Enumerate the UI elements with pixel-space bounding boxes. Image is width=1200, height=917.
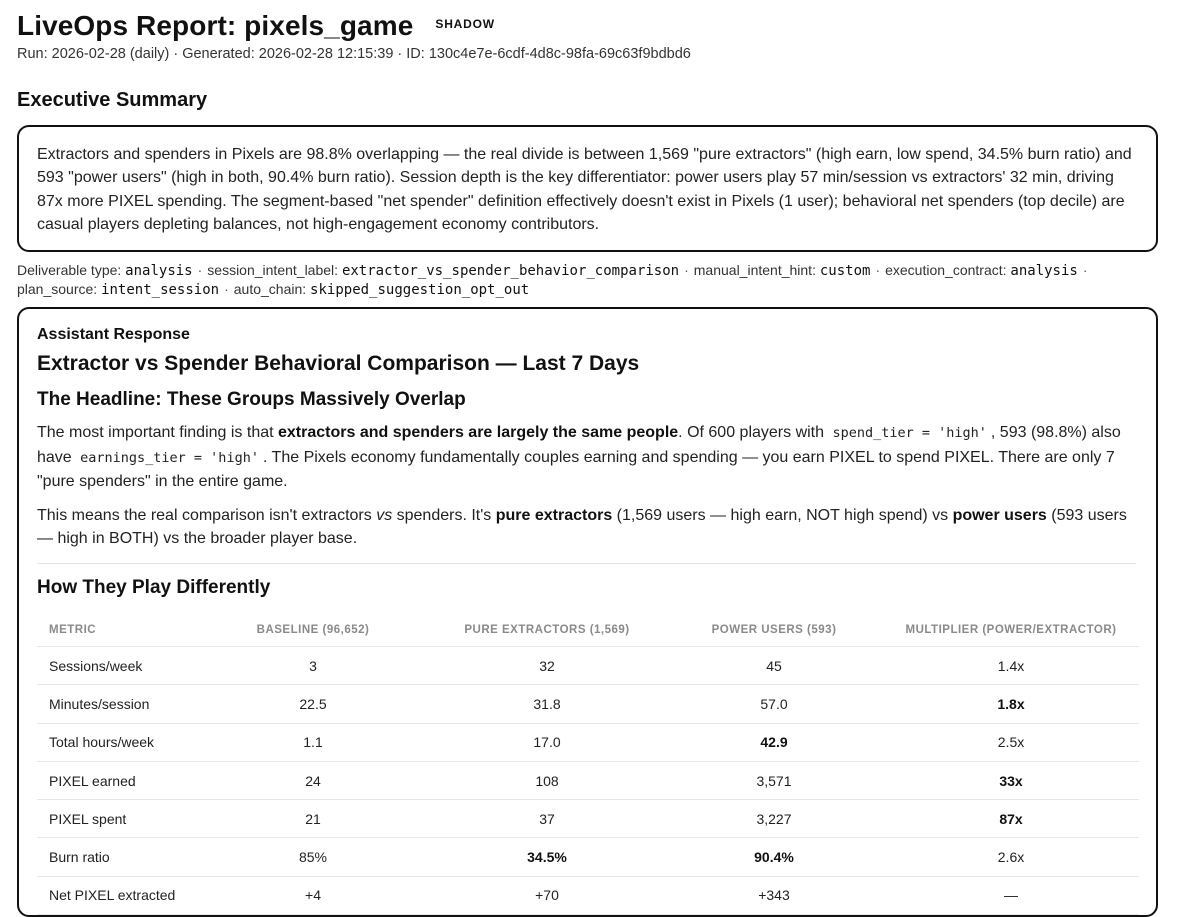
meta-separator: ·: [875, 262, 881, 278]
report-header: [17, 10, 1183, 62]
table-cell: 24: [197, 761, 429, 799]
column-header: BASELINE (96,652): [197, 615, 429, 647]
p1-bold-finding: extractors and spenders are largely the same people: [278, 424, 679, 441]
response-title: Extractor vs Spender Behavioral Comparison — Last 7 Days: [37, 352, 640, 375]
shadow-badge: SHADOW: [435, 17, 495, 31]
metrics-table: [37, 615, 1139, 916]
report-meta: [17, 46, 1183, 62]
metric-name-cell: Net PIXEL extracted: [37, 876, 197, 914]
column-header: POWER USERS (593): [665, 615, 883, 647]
intent-label: session_intent_label:: [207, 262, 339, 278]
table-row: [37, 647, 1139, 685]
comparison-paragraph: [37, 504, 1138, 551]
p1-text-a: The most important finding is that: [37, 424, 278, 441]
table-body: [37, 647, 1139, 915]
executive-summary-text: Extractors and spenders in Pixels are 98.8% overlapping — the real divide is between 1,569 "pure extractors" (high earn, low spend, 34.5% burn ratio) and 593 "power users" (high in both, 90.4% burn ratio). Session depth is the key differentiator: power users play 57 min/session vs extractors' 32 min, driving 87x more PIXEL spending. The segment-based "net spender" definition effectively doesn't exist in Pixels (1 user); behavioral net spenders (top decile) are casual players depleting balances, not high-engagement economy contributors.: [37, 146, 1132, 233]
title-row: [17, 10, 1183, 42]
table-cell: 2.6x: [883, 838, 1139, 876]
generated-info: Generated: 2026-02-28 12:15:39: [182, 46, 394, 62]
headline-heading: The Headline: These Groups Massively Overlap: [37, 389, 466, 410]
table-cell: 42.9: [665, 723, 883, 761]
table-cell: 90.4%: [665, 838, 883, 876]
hint-label: manual_intent_hint:: [693, 262, 816, 278]
table-cell: 1.1: [197, 723, 429, 761]
table-cell: 3: [197, 647, 429, 685]
column-header: PURE EXTRACTORS (1,569): [429, 615, 665, 647]
metric-name-cell: Total hours/week: [37, 723, 197, 761]
table-cell: 31.8: [429, 685, 665, 723]
plan-label: plan_source:: [17, 281, 98, 297]
spend-tier-code: spend_tier = 'high': [832, 425, 987, 441]
table-cell: 22.5: [197, 685, 429, 723]
chain-value: skipped_suggestion_opt_out: [310, 282, 530, 298]
table-cell: 34.5%: [429, 838, 665, 876]
table-row: [37, 761, 1139, 799]
play-differently-heading: How They Play Differently: [37, 576, 271, 598]
p1-text-d: , 593 (98.8%) also have: [37, 424, 1121, 466]
table-cell: 1.8x: [883, 685, 1139, 723]
section-divider: [37, 563, 1136, 564]
assistant-response-box: [17, 307, 1158, 917]
table-cell: 45: [665, 647, 883, 685]
p1-text-c: . Of 600 players with: [678, 424, 829, 441]
table-cell: +70: [429, 876, 665, 914]
metric-name-cell: Burn ratio: [37, 838, 197, 876]
meta-separator: ·: [224, 281, 229, 297]
table-cell: 57.0: [665, 685, 883, 723]
run-info: Run: 2026-02-28 (daily): [17, 46, 170, 62]
table-row: [37, 876, 1139, 914]
hint-value: custom: [819, 263, 871, 279]
table-cell: 3,227: [665, 800, 883, 838]
meta-separator: ·: [684, 262, 689, 278]
report-id: ID: 130c4e7e-6cdf-4d8c-98fa-69c63f9bdbd6: [406, 46, 691, 62]
table-cell: 3,571: [665, 761, 883, 799]
intent-value: extractor_vs_spender_behavior_comparison: [341, 263, 680, 279]
table-cell: +4: [197, 876, 429, 914]
meta-separator: ·: [173, 46, 179, 62]
p2-power-users: power users: [952, 506, 1047, 524]
plan-value: intent_session: [101, 282, 220, 298]
table-row: [37, 685, 1139, 723]
p2-text-d: (1,569 users — high earn, NOT high spend) vs: [612, 506, 953, 524]
table-header-row: [37, 615, 1139, 647]
p2-text-f: (593 users — high in BOTH) vs the broader player base.: [37, 506, 1127, 547]
deliverable-metadata: [17, 261, 1177, 299]
table-row: [37, 800, 1139, 838]
table-cell: 87x: [883, 800, 1139, 838]
executive-summary-box: [17, 125, 1158, 252]
executive-summary-heading: Executive Summary: [17, 89, 208, 111]
table-cell: 32: [429, 647, 665, 685]
contract-value: analysis: [1010, 263, 1078, 279]
metric-name-cell: Sessions/week: [37, 647, 197, 685]
table-cell: +343: [665, 876, 883, 914]
table-cell: 37: [429, 800, 665, 838]
headline-paragraph: [37, 421, 1138, 494]
deliverable-type-value: analysis: [125, 263, 193, 279]
table-cell: 21: [197, 800, 429, 838]
meta-separator: ·: [1082, 262, 1088, 278]
p2-text-b: spenders. It's: [392, 506, 496, 524]
table-cell: 33x: [883, 761, 1139, 799]
earnings-tier-code: earnings_tier = 'high': [80, 449, 259, 466]
table-cell: 1.4x: [883, 647, 1139, 685]
metric-name-cell: PIXEL spent: [37, 800, 197, 838]
report-title: LiveOps Report: pixels_game: [17, 10, 414, 41]
metric-name-cell: PIXEL earned: [37, 761, 197, 799]
table-row: [37, 723, 1139, 761]
table-cell: 2.5x: [883, 723, 1139, 761]
table-cell: 17.0: [429, 723, 665, 761]
column-header: METRIC: [37, 615, 197, 647]
p1-text-e: . The Pixels economy fundamentally couples earning and spending — you earn PIXEL to spend PIXEL. There are only 7 "pure spenders" in the entire game.: [37, 448, 1115, 490]
table-cell: 85%: [197, 838, 429, 876]
contract-label: execution_contract:: [885, 262, 1007, 278]
chain-label: auto_chain:: [233, 281, 307, 297]
metric-name-cell: Minutes/session: [37, 685, 197, 723]
assistant-response-label: Assistant Response: [37, 326, 190, 343]
table-cell: —: [883, 876, 1139, 914]
p2-vs-italic: vs: [376, 506, 393, 524]
table-cell: 108: [429, 761, 665, 799]
p2-pure-extractors: pure extractors: [495, 506, 613, 524]
p2-text-a: This means the real comparison isn't extractors: [37, 506, 377, 524]
meta-separator: ·: [397, 46, 403, 62]
deliverable-type-label: Deliverable type:: [17, 262, 122, 278]
meta-separator: ·: [197, 262, 203, 278]
column-header: MULTIPLIER (POWER/EXTRACTOR): [883, 615, 1139, 647]
table-row: [37, 838, 1139, 876]
